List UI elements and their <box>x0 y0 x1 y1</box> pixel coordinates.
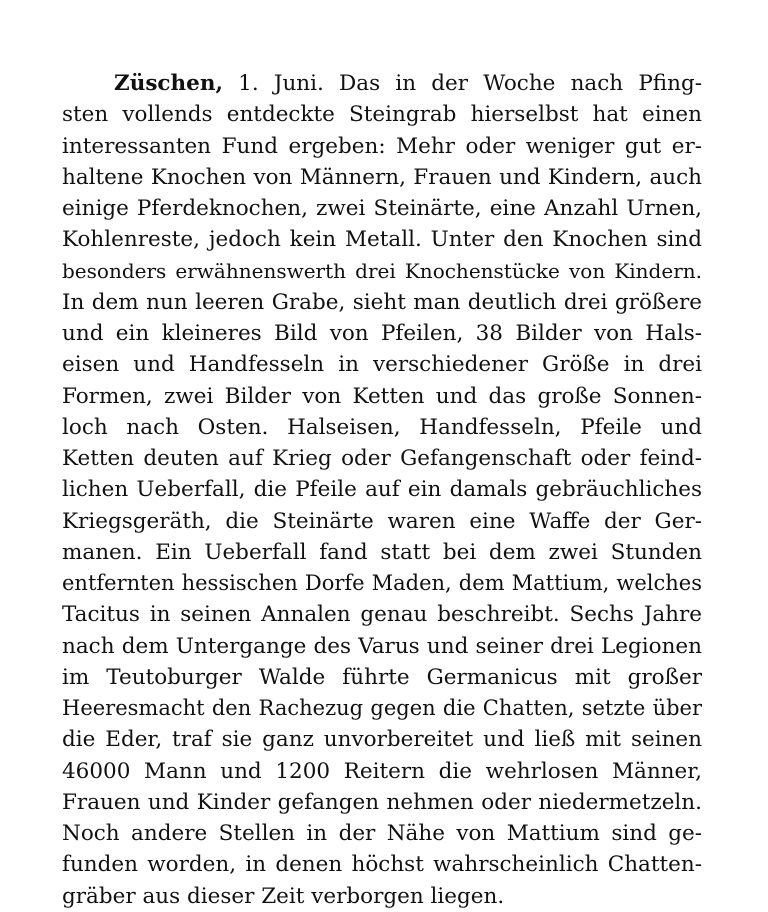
article-line-6: Kohlenreste, jedoch kein Metall. Unter den Knochen sind <box>62 227 702 253</box>
article-line-17: entfernten hessischen Dorfe Maden, dem Mattium, welches <box>62 571 702 595</box>
article-line-12: loch nach Osten. Halseisen, Handfesseln, Pfeile und <box>62 414 702 440</box>
article-line-10: eisen und Handfesseln in verschiedener Größe in drei <box>62 352 702 378</box>
article-line-15: Kriegsgeräth, die Steinärte waren eine Waffe der Ger- <box>62 508 702 534</box>
article-line-26: funden worden, in denen höchst wahrscheinlich Chatten- <box>62 852 702 878</box>
article-line-24: Frauen und Kinder gefangen nehmen oder niedermetzeln. <box>62 789 702 815</box>
dateline-place: Züschen, <box>114 71 223 96</box>
first-line-text: Das in der Woche nach Pfing- <box>323 71 702 96</box>
article-line-21: Heeresmacht den Rachezug gegen die Chatten, setzte über <box>62 696 702 720</box>
article-line-22: die Eder, traf sie ganz unvorbereitet und ließ mit seinen <box>62 727 702 753</box>
article-line-25: Noch andere Stellen in der Nähe von Mattium sind ge- <box>62 821 702 846</box>
article-line-20: im Teutoburger Walde führte Germanicus mit großer <box>62 664 702 690</box>
article-line-3: interessanten Fund ergeben: Mehr oder weniger gut er- <box>62 133 702 159</box>
dateline-date: 1. Juni. <box>222 71 324 96</box>
newspaper-article <box>62 68 702 912</box>
article-line-2: sten vollends entdeckte Steingrab hierselbst hat einen <box>62 102 702 128</box>
article-line-13: Ketten deuten auf Krieg oder Gefangenschaft oder feind- <box>62 446 702 471</box>
article-line-9: und ein kleineres Bild von Pfeilen, 38 Bilder von Hals- <box>62 321 702 346</box>
article-line-19: nach dem Untergange des Varus und seiner drei Legionen <box>62 633 702 659</box>
article-line-1 <box>62 68 702 99</box>
article-line-18: Tacitus in seinen Annalen genau beschreibt. Sechs Jahre <box>62 602 702 628</box>
article-line-27: gräber aus dieser Zeit verborgen liegen. <box>62 883 505 909</box>
article-line-23: 46000 Mann und 1200 Reitern die wehrlosen Männer, <box>62 758 702 784</box>
article-line-16: manen. Ein Ueberfall fand statt bei dem zwei Stunden <box>62 539 702 565</box>
article-line-8: In dem nun leeren Grabe, sieht man deutlich drei größere <box>62 289 702 315</box>
article-line-11: Formen, zwei Bilder von Ketten und das große Sonnen- <box>62 383 702 409</box>
article-line-5: einige Pferdeknochen, zwei Steinärte, eine Anzahl Urnen, <box>62 196 702 221</box>
article-line-7: besonders erwähnenswerth drei Knochenstücke von Kindern. <box>62 258 702 283</box>
article-line-14: lichen Ueberfall, die Pfeile auf ein damals gebräuchliches <box>62 477 702 503</box>
article-line-4: haltene Knochen von Männern, Frauen und Kindern, auch <box>62 164 702 190</box>
